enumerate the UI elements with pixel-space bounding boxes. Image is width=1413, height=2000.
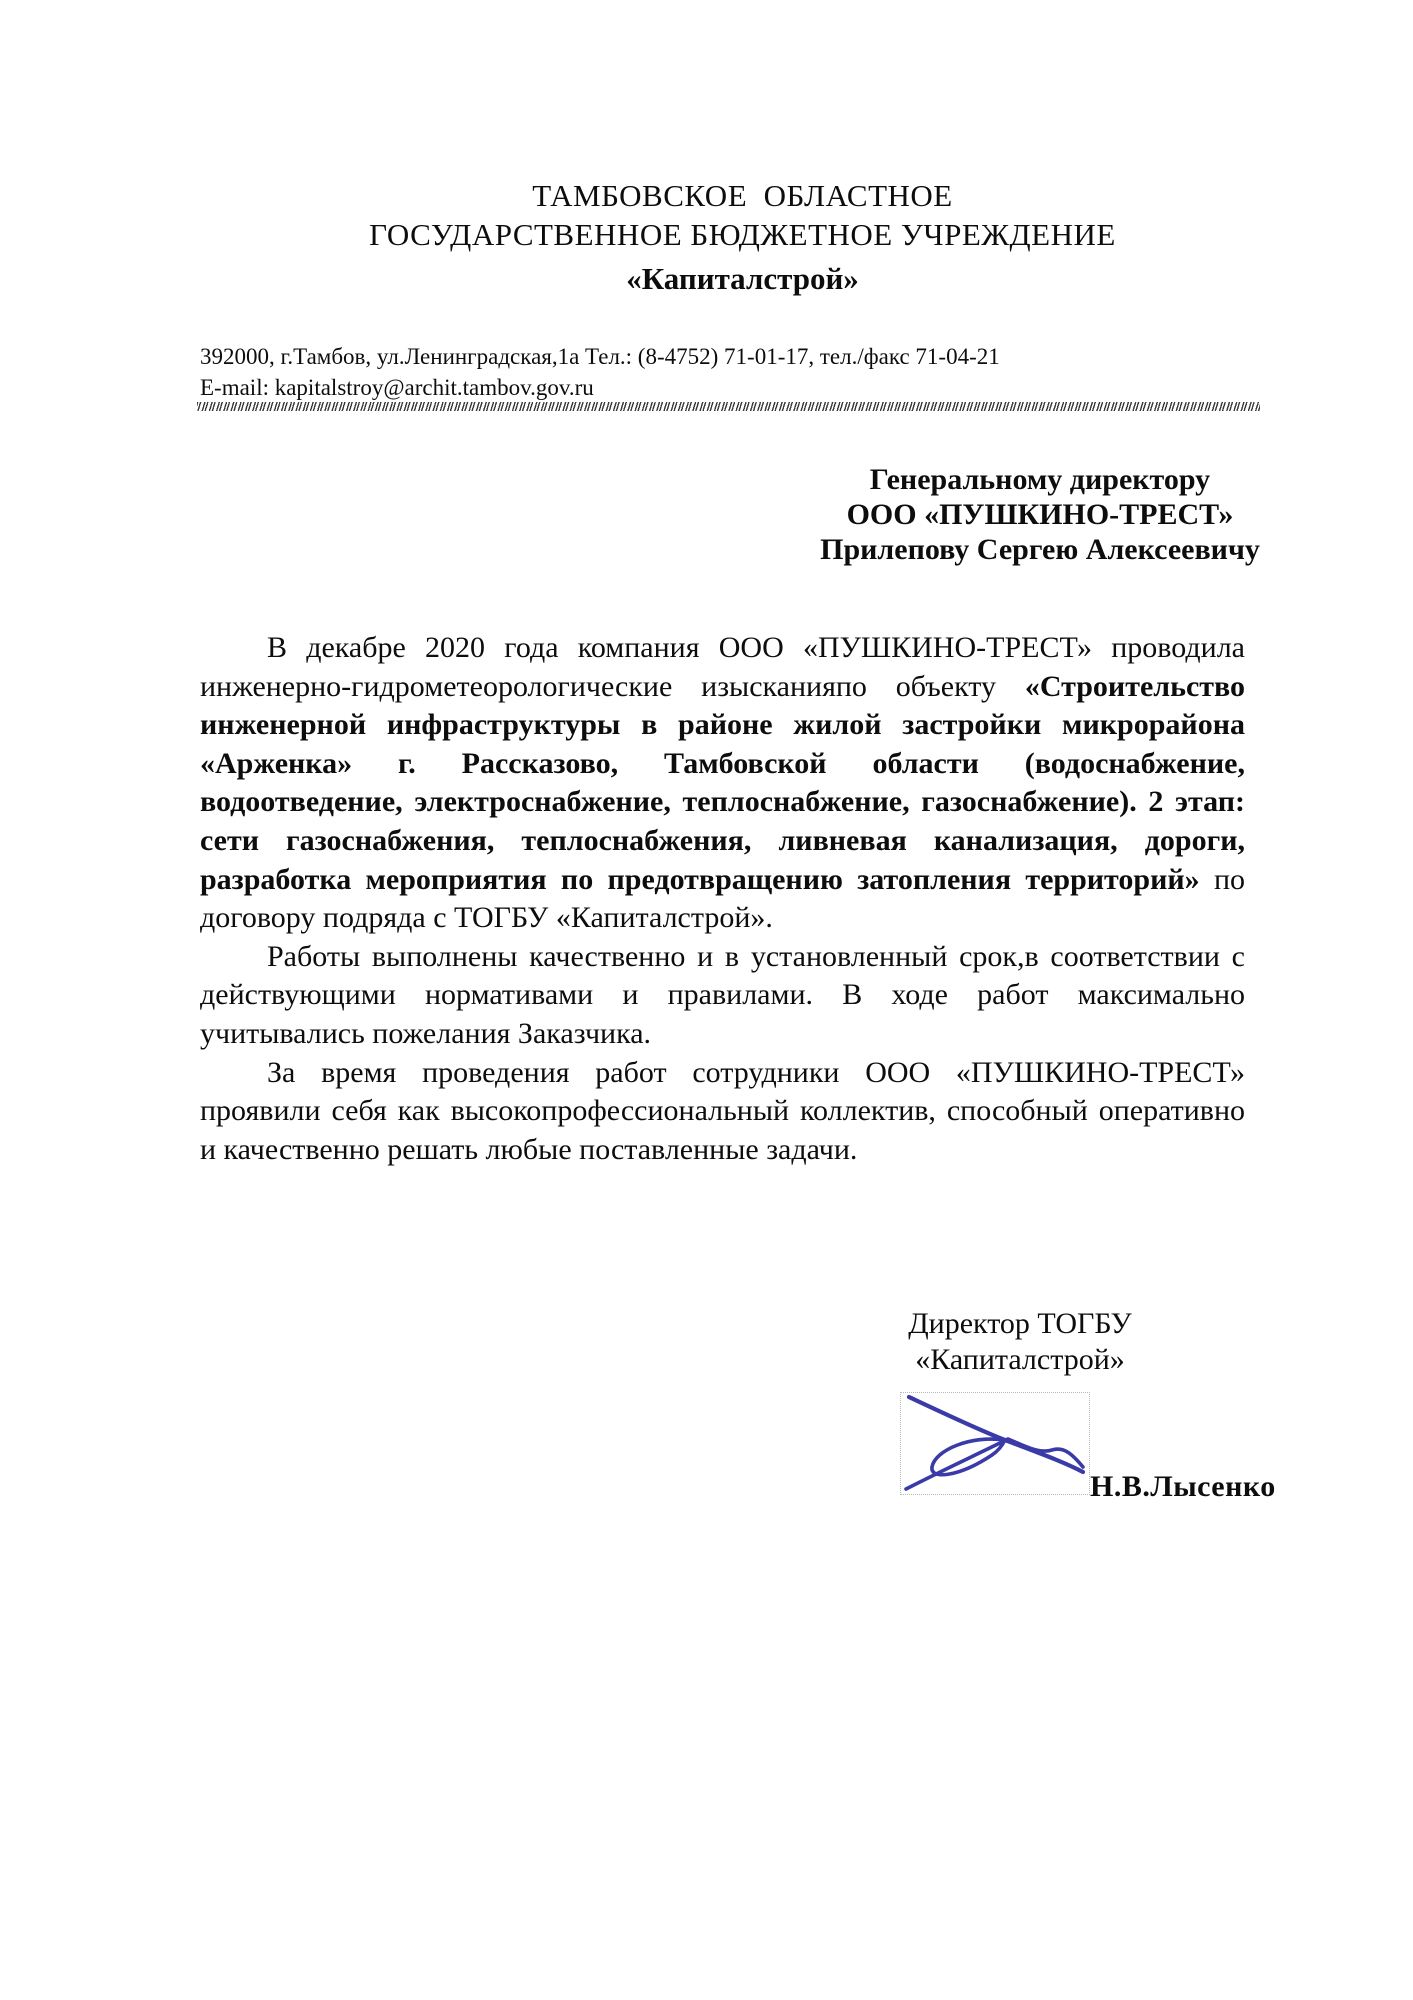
signer-position-line1: Директор ТОГБУ: [908, 1307, 1132, 1340]
recipient-block: [820, 462, 1260, 567]
org-name-line1: ТАМБОВСКОЕ ОБЛАСТНОЕ: [532, 178, 953, 213]
org-name-line2: ГОСУДАРСТВЕННОЕ БЮДЖЕТНОЕ УЧРЕЖДЕНИЕ: [369, 217, 1116, 252]
signer-position: [830, 1306, 1210, 1378]
paragraph-project: [200, 629, 1245, 938]
paragraph-project-intro: В декабре 2020 года компания ООО «ПУШКИНО-ТРЕСТ» проводила инженерно-гидрометеорологические изысканияпо объекту: [200, 631, 1245, 703]
signer-name: Н.В.Лысенко: [1090, 1470, 1276, 1503]
letter-body: [200, 629, 1245, 1169]
hatched-divider: [197, 402, 1260, 411]
signer-position-line2: «Капиталстрой»: [915, 1343, 1125, 1376]
address-phone-line: 392000, г.Тамбов, ул.Ленинградская,1а Тел.: (8-4752) 71-01-17, тел./факс 71-04-21: [200, 344, 1000, 369]
contact-info: [200, 341, 1260, 403]
paragraph-project-outro: по договору подряда с ТОГБУ «Капиталстрой».: [200, 862, 1245, 935]
handwritten-signature-icon: [901, 1393, 1089, 1494]
paragraph-quality: Работы выполнены качественно и в установленный срок,в соответствии с действующими нормативами и правилами. В ходе работ максимально учитывались пожелания Заказчика.: [200, 939, 1245, 1050]
org-brand-name: «Капиталстрой»: [626, 261, 859, 296]
project-title-bold: «Строительство инженерной инфраструктуры в районе жилой застройки микрорайона «Арженка» г. Рассказово, Тамбовской области (водоснабжение, водоотведение, электроснабжение, теплоснабжение, газоснабжение). 2 этап: сети газоснабжения, теплоснабжения, ливневая канализация, дороги, разработка мероприятия по предотвращению затопления территорий»: [200, 669, 1245, 896]
paragraph-team: За время проведения работ сотрудники ООО «ПУШКИНО-ТРЕСТ» проявили себя как высокопрофессиональный коллектив, способный оперативно и качественно решать любые поставленные задачи.: [200, 1055, 1245, 1166]
recipient-company: ООО «ПУШКИНО-ТРЕСТ»: [846, 498, 1234, 531]
recipient-person: Прилепову Сергею Алексеевичу: [820, 533, 1260, 566]
recipient-position: Генеральному директору: [869, 463, 1211, 496]
email-line: E-mail: kapitalstroy@archit.tambov.gov.ru: [200, 375, 594, 400]
org-name: [200, 176, 1285, 298]
signature-image: [900, 1392, 1090, 1495]
